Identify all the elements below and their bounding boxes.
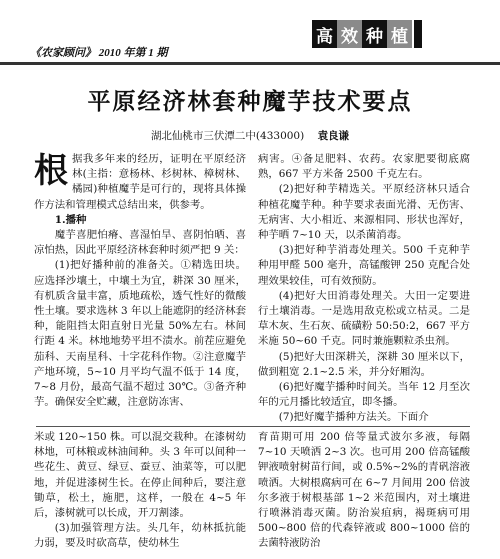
journal-issue: 2010 年第 1 期 (98, 47, 168, 59)
drop-cap: 根 (34, 151, 68, 191)
right-paragraph-7: (7)把好魔芋播种方法关。下面介 (278, 411, 429, 424)
byline (0, 128, 500, 143)
bottom-left-paragraph-1: 米或 120~150 株。可以混交栽种。在漆树幼林地，可林粮或林油间种。头 3 年可以间种一些花生、黄豆、绿豆、蚕豆、油菜等，可以肥地，并促进漆树生长。在停止间种后，要注意锄草，松土，施肥，这样，一般在 4~5 年后，漆树就可以长成，开刀割漆。 (34, 431, 246, 520)
journal-name: 《农家顾问》 (30, 47, 96, 59)
right-paragraph-2: (2)把好种芋精选关。平原经济林只适合种植花魔芋种。种芋要求表面光滑、无伤害、无病害、大小相近、来源相同、形状也浑好，种芋晒 7~10 天，以杀菌消毒。 (258, 183, 470, 242)
bottom-left-paragraph-2: (3)加强管理方法。头几年，幼林抵抗能力弱，要及时砍高草，使幼林生 (34, 522, 246, 550)
author-name: 袁良谦 (317, 130, 350, 142)
bottom-right-paragraph-1: 育苗期可用 200 倍等量式波尔多液，每隔 7~10 天喷洒 2~3 次。也可用 200 倍高锰酸钾液喷射树苗行间，或 0.5%~2%的青矾溶液喷洒。大树根腐病可在 6~7 月间用 200 倍波尔多液于树根基部 1~2 米范围内，对土壤进行喷淋消毒灭菌。防治炭疽病，褐斑病可用 500~800 倍的代森锌液或 800~1000 倍的去菌特液防治 (258, 431, 470, 550)
author-affiliation: 湖北仙桃市三伏潭二中(433000) (150, 130, 305, 142)
bottom-right-column (258, 430, 470, 552)
left-column (34, 152, 246, 410)
article-title: 平原经济林套种魔芋技术要点 (87, 88, 413, 115)
badge-char-4: 植 (387, 20, 412, 48)
badge-edge-bar (414, 20, 422, 48)
badge-char-1: 高 (312, 20, 337, 48)
section-heading-planting: 1.播种 (54, 213, 87, 226)
badge-char-3: 种 (362, 20, 387, 48)
right-paragraph-3: (3)把好种芋消毒处理关。500 千克种芋种用甲醛 500 毫升，高锰酸钾 250 克配合处理效果较佳，可有效预防。 (258, 244, 470, 287)
right-paragraph-6: (6)把好魔芋播种时间关。当年 12 月至次年的元月播比较适宜，即冬播。 (258, 381, 470, 409)
journal-source (30, 44, 168, 60)
right-column (258, 152, 470, 426)
badge-char-2: 效 (337, 20, 362, 48)
right-paragraph-5: (5)把好大田深耕关，深耕 30 厘米以下，做到粗宽 2.1~2.5 米，并分好厢沟。 (258, 350, 470, 378)
article-divider (36, 426, 470, 427)
planting-intro-paragraph: 魔芋喜肥怕瘠、喜湿怕旱、喜阴怕晒、喜凉怕热，因此平原经济林套种时须严把 9 关： (34, 229, 246, 257)
header-rule (0, 62, 500, 65)
intro-paragraph: 据我多年来的经历，证明在平原经济林(主指：意杨林、杉树林、樟树林、橘园)种植魔芋是可行的，现将具体操作方法和管理模式总结出来，供参考。 (34, 153, 246, 211)
bottom-left-column (34, 430, 246, 552)
section-badge (312, 20, 422, 48)
preparation-paragraph: (1)把好播种前的准备关。①精选田块。应选择沙壤土，中壤土为宜，耕深 30 厘米，有机质含量丰富，质地疏松，透气性好的微酸性土壤。要求选林 3 年以上能遮阴的经济林套种，能阻挡太阳直射日光量 50%左右。林间行距 4 米。林地地势平坦不渍水。前茬应避免茄科、天南星科、十字花科作物。②注意魔芋产地环境，5~10 月平均气温不低于 14 度，7~8 月份，最高气温不超过 30℃。③备齐种芋。确保安全贮藏，注意防冻害、 (34, 259, 246, 409)
right-paragraph-4: (4)把好大田消毒处理关。大田一定要进行土壤消毒。一是选用敌克松或立枯灵。二是草木灰、生石灰、硫磺粉 50:50:2，667 平方米施 50~60 千克。同时兼施颗粒杀虫剂。 (258, 289, 470, 348)
right-paragraph-1: 病害。④备足肥料、农药。农家肥要彻底腐熟，667 平方米备 2500 千克左右。 (258, 153, 470, 181)
